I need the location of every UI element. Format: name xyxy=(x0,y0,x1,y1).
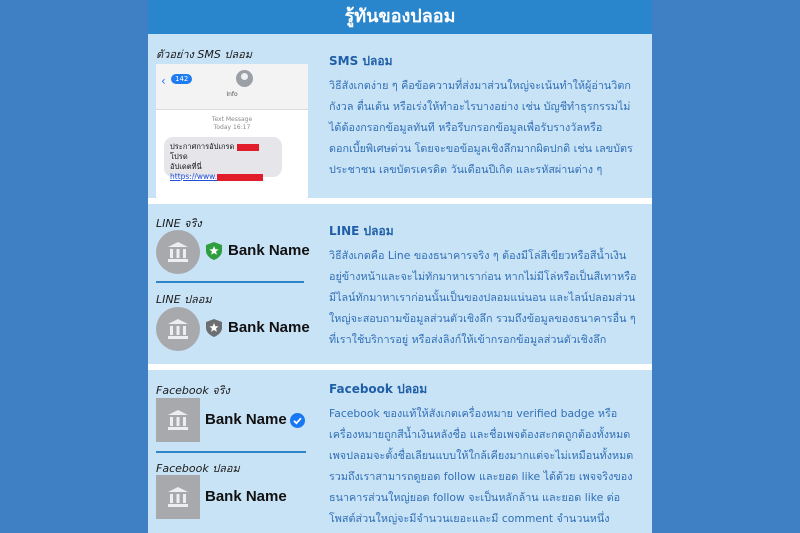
bank-logo-icon xyxy=(156,230,200,274)
facebook-fake-caption: Facebook ปลอม xyxy=(156,462,240,475)
sms-meta xyxy=(156,116,308,132)
facebook-title: Facebook ปลอม xyxy=(329,382,428,396)
bank-name-fake: Bank Name xyxy=(228,319,310,336)
bank-logo-icon xyxy=(156,398,200,442)
gray-shield-icon xyxy=(206,319,222,337)
sms-caption: ตัวอย่าง SMS ปลอม xyxy=(156,48,252,61)
line-fake-caption: LINE ปลอม xyxy=(156,293,212,306)
redaction-mark xyxy=(237,144,259,151)
bank-building-icon xyxy=(166,485,190,509)
unread-badge: 142 xyxy=(171,74,192,84)
bank-name-fake: Bank Name xyxy=(205,488,287,505)
bank-logo-icon xyxy=(156,307,200,351)
line-title: LINE ปลอม xyxy=(329,224,394,238)
sms-body: วิธีสังเกตง่าย ๆ คือข้อความที่ส่งมาส่วนใหญ่จะเน้นทำให้ผู้อ่านวิตกกังวล ตื่นเต้น หรือเร่งให้ทำอะไรบางอย่าง เช่น บัญชีทำธุรกรรมไม่ได้ต้องกรอกข้อมูลทันที หรือรีบกรอกข้อมูลเพื่อรับรางวัลหรือดอกเบี้ยพิเศษด่วน โดยจะขอข้อมูลเชิงลึกมากผิดปกติ เช่น เลขบัตรประชาชน เลขบัตรเครดิต วันเดือนปีเกิด และรหัสผ่านต่าง ๆ xyxy=(329,79,633,176)
redaction-mark-link xyxy=(217,174,263,181)
contact-name: Info xyxy=(226,91,238,98)
infographic-panel xyxy=(148,0,652,533)
sms-topbar xyxy=(156,64,308,110)
sms-text xyxy=(329,52,639,180)
sms-meta-type: Text Message xyxy=(211,116,253,123)
line-separator xyxy=(156,281,304,283)
facebook-body: Facebook ของแท้ให้สังเกตเครื่องหมาย verified badge หรือเครื่องหมายถูกสีน้ำเงินหลังชื่อ และชื่อเพจต้องสะกดถูกต้องทั้งหมด เพจปลอมจะตั้งชื่อเลียนแบบให้ใกล้เคียงมากแต่จะไม่เหมือนทั้งหมด รวมถึงเราสามารถดูยอด follow และยอด like ได้ด้วย เพจจริงของธนาคารส่วนใหญ่ยอด follow จะเป็นหลักล้าน และยอด like ต่อโพสต์ส่วนใหญ่จะมีจำนวนเยอะและมี comment จำนวนหนึ่ง xyxy=(329,407,634,525)
bank-logo-icon xyxy=(156,475,200,519)
bank-building-icon xyxy=(166,240,190,264)
bubble-line1-tail: โปรด xyxy=(170,152,188,161)
verified-badge-icon xyxy=(290,413,305,428)
sms-section xyxy=(148,34,652,198)
bank-building-icon xyxy=(166,408,190,432)
bubble-line1: ประกาศการอัปเกรด xyxy=(170,142,235,151)
facebook-real-caption: Facebook จริง xyxy=(156,384,230,397)
bubble-line2: อัปเดตที่นี่ xyxy=(170,162,202,171)
page-title: รู้ทันของปลอม xyxy=(148,0,652,34)
sms-meta-time: Today 16:17 xyxy=(213,124,251,131)
line-body: วิธีสังเกตคือ Line ของธนาคารจริง ๆ ต้องมีโล่สีเขียวหรือสีน้ำเงินอยู่ข้างหน้าและจะไม่ทักมาหาเราก่อน หากไม่มีโล่หรือเป็นสีเทาหรือมีไลน์ทักมาหาเราก่อนนั้นเป็นของปลอมแน่นอน และไลน์ปลอมส่วนใหญ่จะสอบถามข้อมูลส่วนตัวเชิงลึก รวมถึงข้อมูลของธนาคารอื่น ๆ ที่เราใช้บริการอยู่ หรือส่งลิงก์ให้เข้ากรอกข้อมูลส่วนตัวเชิงลึก xyxy=(329,249,637,346)
facebook-section xyxy=(148,370,652,533)
facebook-separator xyxy=(156,451,306,453)
line-real-caption: LINE จริง xyxy=(156,217,202,230)
line-section xyxy=(148,204,652,364)
sms-bubble xyxy=(164,137,282,181)
contact-avatar-icon xyxy=(236,70,253,87)
sms-screenshot xyxy=(156,64,308,198)
sms-title: SMS ปลอม xyxy=(329,54,393,68)
bank-name-real: Bank Name xyxy=(205,411,287,428)
green-shield-icon xyxy=(206,242,222,260)
bank-building-icon xyxy=(166,317,190,341)
line-text xyxy=(329,222,639,350)
bank-name-real: Bank Name xyxy=(228,242,310,259)
facebook-text xyxy=(329,380,639,529)
back-chevron-icon: ‹ xyxy=(161,74,166,88)
bubble-link: https://www. xyxy=(170,172,217,181)
